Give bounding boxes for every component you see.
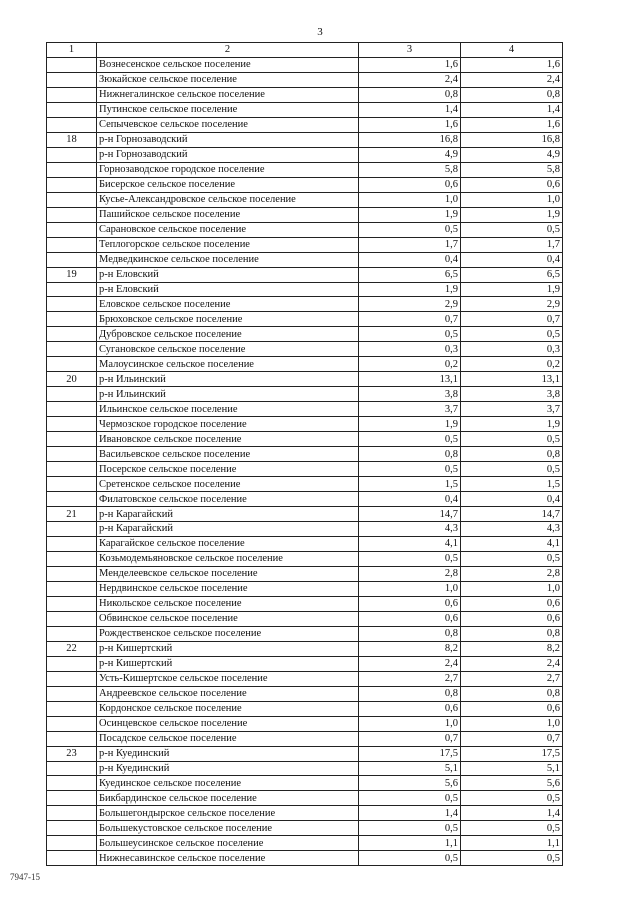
- value-col-4: 1,0: [461, 716, 563, 731]
- value-col-4: 1,7: [461, 237, 563, 252]
- value-col-3: 0,5: [359, 851, 461, 866]
- territory-name: Еловское сельское поселение: [97, 297, 359, 312]
- table-row: [47, 72, 563, 87]
- value-col-3: 1,0: [359, 716, 461, 731]
- row-number: [47, 207, 97, 222]
- territory-name: Менделеевское сельское поселение: [97, 566, 359, 581]
- value-col-3: 4,9: [359, 147, 461, 162]
- row-number: [47, 477, 97, 492]
- row-number: [47, 402, 97, 417]
- table-row: [47, 566, 563, 581]
- table-row: [47, 282, 563, 297]
- value-col-4: 0,5: [461, 851, 563, 866]
- row-number: [47, 357, 97, 372]
- row-number: [47, 851, 97, 866]
- value-col-4: 0,5: [461, 462, 563, 477]
- value-col-3: 2,7: [359, 671, 461, 686]
- territory-name: р-н Карагайский: [97, 507, 359, 522]
- value-col-4: 2,9: [461, 297, 563, 312]
- table-row: [47, 387, 563, 402]
- row-number: [47, 566, 97, 581]
- value-col-4: 1,9: [461, 417, 563, 432]
- row-number: [47, 387, 97, 402]
- value-col-4: 3,8: [461, 387, 563, 402]
- table-row: [47, 87, 563, 102]
- value-col-3: 0,5: [359, 222, 461, 237]
- table-row: [47, 701, 563, 716]
- territory-name: р-н Ильинский: [97, 387, 359, 402]
- document-code: 7947-15: [10, 872, 40, 882]
- territory-name: Брюховское сельское поселение: [97, 312, 359, 327]
- value-col-3: 2,4: [359, 656, 461, 671]
- value-col-4: 1,0: [461, 192, 563, 207]
- value-col-3: 0,5: [359, 821, 461, 836]
- territory-name: Козьмодемьяновское сельское поселение: [97, 551, 359, 566]
- table-row: [47, 252, 563, 267]
- row-number: [47, 522, 97, 537]
- value-col-4: 0,5: [461, 327, 563, 342]
- value-col-4: 0,8: [461, 626, 563, 641]
- table-row: [47, 776, 563, 791]
- value-col-4: 1,1: [461, 836, 563, 851]
- value-col-3: 2,8: [359, 566, 461, 581]
- value-col-4: 0,4: [461, 252, 563, 267]
- table-row: [47, 686, 563, 701]
- value-col-3: 0,4: [359, 252, 461, 267]
- territory-name: Карагайское сельское поселение: [97, 536, 359, 551]
- table-row: [47, 522, 563, 537]
- value-col-4: 1,9: [461, 207, 563, 222]
- table-row: [47, 477, 563, 492]
- table-row: [47, 177, 563, 192]
- row-number: 21: [47, 507, 97, 522]
- value-col-4: 0,5: [461, 791, 563, 806]
- territory-name: Куединское сельское поселение: [97, 776, 359, 791]
- value-col-4: 0,6: [461, 177, 563, 192]
- territory-name: Теплогорское сельское поселение: [97, 237, 359, 252]
- territory-name: Сарановское сельское поселение: [97, 222, 359, 237]
- value-col-4: 4,9: [461, 147, 563, 162]
- territory-name: Большеусинское сельское поселение: [97, 836, 359, 851]
- value-col-3: 4,1: [359, 536, 461, 551]
- value-col-3: 0,6: [359, 611, 461, 626]
- value-col-3: 1,7: [359, 237, 461, 252]
- table-row: [47, 267, 563, 282]
- value-col-3: 0,8: [359, 447, 461, 462]
- table-row: [47, 851, 563, 866]
- value-col-4: 0,7: [461, 312, 563, 327]
- table-row: [47, 626, 563, 641]
- table-row: [47, 342, 563, 357]
- value-col-3: 0,5: [359, 791, 461, 806]
- value-col-3: 17,5: [359, 746, 461, 761]
- territory-name: Филатовское сельское поселение: [97, 492, 359, 507]
- table-row: [47, 297, 563, 312]
- value-col-3: 0,8: [359, 626, 461, 641]
- value-col-4: 14,7: [461, 507, 563, 522]
- table-row: [47, 447, 563, 462]
- territory-name: Посерское сельское поселение: [97, 462, 359, 477]
- table-row: [47, 536, 563, 551]
- row-number: 18: [47, 132, 97, 147]
- table-row: [47, 671, 563, 686]
- territory-name: Нижнесавинское сельское поселение: [97, 851, 359, 866]
- table-row: [47, 222, 563, 237]
- territory-name: Бисерское сельское поселение: [97, 177, 359, 192]
- territory-name: Васильевское сельское поселение: [97, 447, 359, 462]
- value-col-4: 1,0: [461, 581, 563, 596]
- row-number: [47, 282, 97, 297]
- value-col-3: 0,5: [359, 432, 461, 447]
- table-row: [47, 806, 563, 821]
- value-col-4: 2,7: [461, 671, 563, 686]
- value-col-4: 0,3: [461, 342, 563, 357]
- header-col-2: 2: [97, 43, 359, 58]
- row-number: [47, 312, 97, 327]
- value-col-4: 6,5: [461, 267, 563, 282]
- value-col-3: 1,6: [359, 117, 461, 132]
- territory-name: Кордонское сельское поселение: [97, 701, 359, 716]
- territory-name: р-н Куединский: [97, 746, 359, 761]
- value-col-4: 1,4: [461, 806, 563, 821]
- row-number: [47, 462, 97, 477]
- value-col-3: 16,8: [359, 132, 461, 147]
- territory-name: Вознесенское сельское поселение: [97, 57, 359, 72]
- value-col-4: 0,6: [461, 611, 563, 626]
- table-row: [47, 656, 563, 671]
- territory-name: Сретенское сельское поселение: [97, 477, 359, 492]
- territory-name: Бикбардинское сельское поселение: [97, 791, 359, 806]
- value-col-4: 2,8: [461, 566, 563, 581]
- table-row: [47, 716, 563, 731]
- table-row: [47, 327, 563, 342]
- row-number: [47, 716, 97, 731]
- value-col-3: 5,1: [359, 761, 461, 776]
- territory-name: р-н Карагайский: [97, 522, 359, 537]
- value-col-4: 5,1: [461, 761, 563, 776]
- value-col-4: 17,5: [461, 746, 563, 761]
- row-number: [47, 686, 97, 701]
- row-number: [47, 596, 97, 611]
- territory-name: р-н Куединский: [97, 761, 359, 776]
- territory-name: Андреевское сельское поселение: [97, 686, 359, 701]
- territory-name: р-н Кишертский: [97, 656, 359, 671]
- value-col-4: 4,1: [461, 536, 563, 551]
- territory-name: Усть-Кишертское сельское поселение: [97, 671, 359, 686]
- value-col-3: 2,4: [359, 72, 461, 87]
- row-number: [47, 297, 97, 312]
- value-col-3: 0,6: [359, 701, 461, 716]
- table-row: [47, 237, 563, 252]
- row-number: [47, 447, 97, 462]
- territory-name: р-н Горнозаводский: [97, 132, 359, 147]
- territory-name: р-н Еловский: [97, 282, 359, 297]
- value-col-3: 3,7: [359, 402, 461, 417]
- value-col-4: 0,4: [461, 492, 563, 507]
- territory-name: Большекустовское сельское поселение: [97, 821, 359, 836]
- header-col-3: 3: [359, 43, 461, 58]
- row-number: [47, 117, 97, 132]
- value-col-4: 0,6: [461, 596, 563, 611]
- territory-name: Никольское сельское поселение: [97, 596, 359, 611]
- value-col-4: 0,7: [461, 731, 563, 746]
- table-header-row: [47, 43, 563, 58]
- territory-name: Горнозаводское городское поселение: [97, 162, 359, 177]
- value-col-3: 1,9: [359, 207, 461, 222]
- table-row: [47, 357, 563, 372]
- value-col-3: 6,5: [359, 267, 461, 282]
- row-number: [47, 536, 97, 551]
- row-number: [47, 147, 97, 162]
- territory-name: Обвинское сельское поселение: [97, 611, 359, 626]
- row-number: 22: [47, 641, 97, 656]
- territory-name: Зюкайское сельское поселение: [97, 72, 359, 87]
- value-col-4: 0,5: [461, 222, 563, 237]
- row-number: [47, 551, 97, 566]
- value-col-3: 0,7: [359, 731, 461, 746]
- value-col-3: 14,7: [359, 507, 461, 522]
- table-row: [47, 836, 563, 851]
- table-row: [47, 731, 563, 746]
- row-number: [47, 72, 97, 87]
- territory-name: Медведкинское сельское поселение: [97, 252, 359, 267]
- value-col-4: 1,4: [461, 102, 563, 117]
- table-row: [47, 462, 563, 477]
- territory-name: Пашийское сельское поселение: [97, 207, 359, 222]
- territory-name: р-н Ильинский: [97, 372, 359, 387]
- table-row: [47, 132, 563, 147]
- table-row: [47, 417, 563, 432]
- row-number: [47, 162, 97, 177]
- value-col-3: 1,6: [359, 57, 461, 72]
- territory-name: Малоусинское сельское поселение: [97, 357, 359, 372]
- table-row: [47, 507, 563, 522]
- table-row: [47, 791, 563, 806]
- value-col-3: 4,3: [359, 522, 461, 537]
- table-row: [47, 117, 563, 132]
- row-number: [47, 806, 97, 821]
- row-number: [47, 731, 97, 746]
- value-col-3: 0,7: [359, 312, 461, 327]
- row-number: [47, 87, 97, 102]
- value-col-3: 8,2: [359, 641, 461, 656]
- page-number: 3: [317, 26, 323, 38]
- value-col-3: 0,8: [359, 686, 461, 701]
- row-number: [47, 611, 97, 626]
- table-row: [47, 147, 563, 162]
- allocation-table: [46, 42, 563, 866]
- table-row: [47, 761, 563, 776]
- value-col-4: 8,2: [461, 641, 563, 656]
- row-number: [47, 671, 97, 686]
- value-col-4: 0,6: [461, 701, 563, 716]
- row-number: 19: [47, 267, 97, 282]
- territory-name: Посадское сельское поселение: [97, 731, 359, 746]
- value-col-3: 0,5: [359, 551, 461, 566]
- value-col-3: 0,4: [359, 492, 461, 507]
- value-col-3: 3,8: [359, 387, 461, 402]
- value-col-3: 13,1: [359, 372, 461, 387]
- value-col-4: 0,5: [461, 821, 563, 836]
- territory-name: Рождественское сельское поселение: [97, 626, 359, 641]
- row-number: [47, 327, 97, 342]
- header-col-4: 4: [461, 43, 563, 58]
- value-col-3: 0,6: [359, 177, 461, 192]
- row-number: [47, 342, 97, 357]
- row-number: [47, 492, 97, 507]
- table-row: [47, 581, 563, 596]
- territory-name: Ильинское сельское поселение: [97, 402, 359, 417]
- row-number: [47, 222, 97, 237]
- header-col-1: 1: [47, 43, 97, 58]
- value-col-4: 5,6: [461, 776, 563, 791]
- territory-name: Сугановское сельское поселение: [97, 342, 359, 357]
- value-col-4: 0,5: [461, 551, 563, 566]
- territory-name: Путинское сельское поселение: [97, 102, 359, 117]
- value-col-3: 0,5: [359, 327, 461, 342]
- table-row: [47, 162, 563, 177]
- table-row: [47, 641, 563, 656]
- value-col-4: 2,4: [461, 656, 563, 671]
- row-number: [47, 581, 97, 596]
- table-row: [47, 746, 563, 761]
- territory-name: Сепычевское сельское поселение: [97, 117, 359, 132]
- table-row: [47, 402, 563, 417]
- row-number: [47, 432, 97, 447]
- table-row: [47, 312, 563, 327]
- row-number: [47, 821, 97, 836]
- territory-name: Нердвинское сельское поселение: [97, 581, 359, 596]
- value-col-3: 0,6: [359, 596, 461, 611]
- territory-name: Нижнегалинское сельское поселение: [97, 87, 359, 102]
- value-col-3: 1,4: [359, 102, 461, 117]
- row-number: [47, 656, 97, 671]
- value-col-4: 0,8: [461, 686, 563, 701]
- value-col-4: 0,8: [461, 87, 563, 102]
- value-col-4: 0,5: [461, 432, 563, 447]
- territory-name: р-н Кишертский: [97, 641, 359, 656]
- territory-name: р-н Еловский: [97, 267, 359, 282]
- value-col-3: 1,5: [359, 477, 461, 492]
- value-col-4: 13,1: [461, 372, 563, 387]
- value-col-3: 5,6: [359, 776, 461, 791]
- value-col-3: 0,5: [359, 462, 461, 477]
- value-col-4: 5,8: [461, 162, 563, 177]
- table-row: [47, 102, 563, 117]
- value-col-4: 0,2: [461, 357, 563, 372]
- row-number: [47, 57, 97, 72]
- row-number: [47, 791, 97, 806]
- row-number: [47, 177, 97, 192]
- row-number: 23: [47, 746, 97, 761]
- row-number: [47, 252, 97, 267]
- row-number: [47, 626, 97, 641]
- row-number: [47, 836, 97, 851]
- row-number: [47, 761, 97, 776]
- row-number: [47, 192, 97, 207]
- value-col-4: 1,6: [461, 57, 563, 72]
- table-row: [47, 551, 563, 566]
- value-col-3: 1,0: [359, 192, 461, 207]
- value-col-4: 16,8: [461, 132, 563, 147]
- row-number: [47, 701, 97, 716]
- value-col-4: 1,5: [461, 477, 563, 492]
- row-number: [47, 237, 97, 252]
- table-row: [47, 207, 563, 222]
- row-number: [47, 102, 97, 117]
- table-row: [47, 57, 563, 72]
- table-row: [47, 192, 563, 207]
- value-col-3: 1,0: [359, 581, 461, 596]
- value-col-3: 1,1: [359, 836, 461, 851]
- territory-name: Дубровское сельское поселение: [97, 327, 359, 342]
- table-row: [47, 596, 563, 611]
- table-row: [47, 821, 563, 836]
- value-col-4: 3,7: [461, 402, 563, 417]
- row-number: 20: [47, 372, 97, 387]
- value-col-4: 4,3: [461, 522, 563, 537]
- territory-name: Чермозское городское поселение: [97, 417, 359, 432]
- row-number: [47, 776, 97, 791]
- territory-name: Осинцевское сельское поселение: [97, 716, 359, 731]
- territory-name: Кусье-Александровское сельское поселение: [97, 192, 359, 207]
- table-row: [47, 492, 563, 507]
- value-col-3: 1,9: [359, 417, 461, 432]
- value-col-3: 0,3: [359, 342, 461, 357]
- row-number: [47, 417, 97, 432]
- table-row: [47, 611, 563, 626]
- value-col-4: 1,6: [461, 117, 563, 132]
- value-col-3: 5,8: [359, 162, 461, 177]
- table-row: [47, 432, 563, 447]
- value-col-3: 1,9: [359, 282, 461, 297]
- value-col-3: 1,4: [359, 806, 461, 821]
- territory-name: р-н Горнозаводский: [97, 147, 359, 162]
- territory-name: Ивановское сельское поселение: [97, 432, 359, 447]
- table-row: [47, 372, 563, 387]
- value-col-3: 0,8: [359, 87, 461, 102]
- territory-name: Большегондырское сельское поселение: [97, 806, 359, 821]
- value-col-4: 2,4: [461, 72, 563, 87]
- value-col-3: 2,9: [359, 297, 461, 312]
- value-col-3: 0,2: [359, 357, 461, 372]
- value-col-4: 1,9: [461, 282, 563, 297]
- value-col-4: 0,8: [461, 447, 563, 462]
